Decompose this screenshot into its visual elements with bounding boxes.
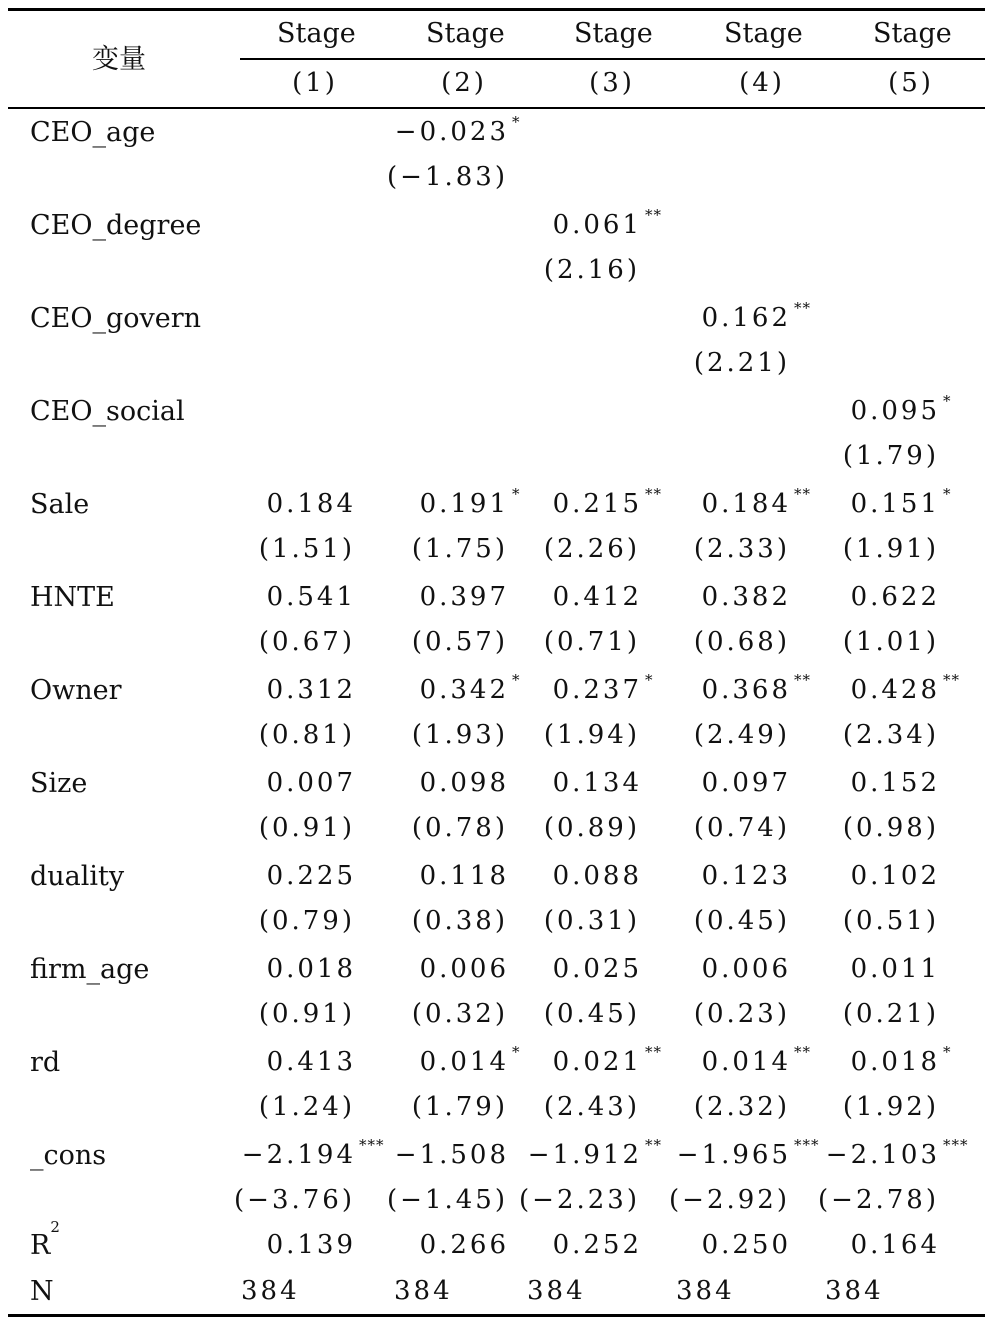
t-stat-cell: (0.98)	[842, 813, 939, 843]
column-number: (3)	[589, 68, 635, 98]
observations-label: N	[30, 1276, 54, 1307]
stage-header-label: Stage	[277, 18, 356, 49]
observations-value: 384	[241, 1276, 300, 1306]
t-stat-cell: (−2.23)	[519, 1185, 640, 1215]
t-stat-cell: (0.71)	[543, 627, 640, 657]
coefficient-cell: 0.162	[701, 303, 791, 333]
t-stat-cell: (1.79)	[842, 441, 939, 471]
column-number: (5)	[888, 68, 934, 98]
t-stat-cell: (1.51)	[258, 534, 355, 564]
coefficient-cell: 0.184	[701, 489, 791, 519]
t-stat-cell: (−1.45)	[387, 1185, 508, 1215]
stage-header-label: Stage	[426, 18, 505, 49]
significance-stars: **	[794, 671, 811, 689]
t-stat-cell: (0.81)	[258, 720, 355, 750]
coefficient-cell: 0.412	[552, 582, 642, 612]
significance-stars: *	[512, 485, 521, 503]
coefficient-cell: 0.118	[419, 861, 509, 891]
coefficient-cell: 0.123	[701, 861, 791, 891]
stage-header-label: Stage	[873, 18, 952, 49]
coefficient-cell: 0.018	[266, 954, 356, 984]
t-stat-cell: (1.91)	[842, 534, 939, 564]
coefficient-cell: −0.023	[394, 117, 509, 147]
t-stat-cell: (0.67)	[258, 627, 355, 657]
t-stat-cell: (0.23)	[693, 999, 790, 1029]
t-stat-cell: (0.74)	[693, 813, 790, 843]
coefficient-cell: −1.965	[676, 1140, 791, 1170]
variable-name: CEO_degree	[30, 210, 202, 241]
variable-name: Sale	[30, 489, 90, 520]
variable-name: duality	[30, 861, 125, 892]
t-stat-cell: (2.33)	[693, 534, 790, 564]
coefficient-cell: 0.215	[552, 489, 642, 519]
header-bottom-rule	[8, 107, 985, 109]
t-stat-cell: (2.49)	[693, 720, 790, 750]
t-stat-cell: (0.78)	[411, 813, 508, 843]
observations-value: 384	[825, 1276, 884, 1306]
coefficient-cell: −2.103	[825, 1140, 940, 1170]
column-number: (2)	[441, 68, 487, 98]
variable-name: CEO_social	[30, 396, 185, 427]
coefficient-cell: 0.184	[266, 489, 356, 519]
coefficient-cell: 0.097	[701, 768, 791, 798]
t-stat-cell: (0.57)	[411, 627, 508, 657]
coefficient-cell: 0.014	[419, 1047, 509, 1077]
t-stat-cell: (0.51)	[842, 906, 939, 936]
t-stat-cell: (−1.83)	[387, 162, 508, 192]
r-squared-value: 0.250	[701, 1230, 791, 1260]
t-stat-cell: (1.94)	[543, 720, 640, 750]
coefficient-cell: 0.095	[850, 396, 940, 426]
significance-stars: *	[512, 1043, 521, 1061]
significance-stars: *	[645, 671, 654, 689]
t-stat-cell: (0.32)	[411, 999, 508, 1029]
coefficient-cell: 0.134	[552, 768, 642, 798]
coefficient-cell: 0.014	[701, 1047, 791, 1077]
significance-stars: *	[512, 671, 521, 689]
variable-name: rd	[30, 1047, 61, 1078]
variable-name: Size	[30, 768, 88, 799]
coefficient-cell: 0.237	[552, 675, 642, 705]
coefficient-cell: 0.007	[266, 768, 356, 798]
t-stat-cell: (1.93)	[411, 720, 508, 750]
coefficient-cell: 0.225	[266, 861, 356, 891]
coefficient-cell: 0.413	[266, 1047, 356, 1077]
t-stat-cell: (0.89)	[543, 813, 640, 843]
significance-stars: **	[794, 485, 811, 503]
coefficient-cell: 0.191	[419, 489, 509, 519]
t-stat-cell: (0.91)	[258, 813, 355, 843]
t-stat-cell: (1.01)	[842, 627, 939, 657]
significance-stars: *	[943, 1043, 952, 1061]
significance-stars: ***	[943, 1136, 969, 1154]
observations-value: 384	[394, 1276, 453, 1306]
coefficient-cell: 0.018	[850, 1047, 940, 1077]
variable-name: firm_age	[30, 954, 150, 985]
significance-stars: **	[794, 299, 811, 317]
coefficient-cell: 0.011	[850, 954, 940, 984]
stage-header-label: Stage	[574, 18, 653, 49]
t-stat-cell: (0.45)	[693, 906, 790, 936]
coefficient-cell: 0.622	[850, 582, 940, 612]
variable-name: HNTE	[30, 582, 115, 613]
observations-value: 384	[676, 1276, 735, 1306]
variable-name: CEO_govern	[30, 303, 202, 334]
t-stat-cell: (−2.92)	[669, 1185, 790, 1215]
t-stat-cell: (1.92)	[842, 1092, 939, 1122]
t-stat-cell: (2.32)	[693, 1092, 790, 1122]
observations-value: 384	[527, 1276, 586, 1306]
r-squared-exponent: 2	[50, 1218, 60, 1236]
variable-header: 变量	[92, 44, 146, 75]
t-stat-cell: (0.38)	[411, 906, 508, 936]
variable-name: CEO_age	[30, 117, 156, 148]
variable-name: _cons	[30, 1140, 107, 1171]
coefficient-cell: 0.541	[266, 582, 356, 612]
significance-stars: *	[512, 113, 521, 131]
t-stat-cell: (0.68)	[693, 627, 790, 657]
r-squared-label	[30, 1218, 60, 1261]
significance-stars: ***	[359, 1136, 385, 1154]
significance-stars: **	[943, 671, 960, 689]
coefficient-cell: 0.312	[266, 675, 356, 705]
r-squared-value: 0.164	[850, 1230, 940, 1260]
coefficient-cell: 0.088	[552, 861, 642, 891]
significance-stars: **	[645, 485, 662, 503]
t-stat-cell: (0.31)	[543, 906, 640, 936]
significance-stars: **	[645, 1043, 662, 1061]
t-stat-cell: (0.91)	[258, 999, 355, 1029]
column-number: (4)	[739, 68, 785, 98]
coefficient-cell: 0.021	[552, 1047, 642, 1077]
t-stat-cell: (−3.76)	[234, 1185, 355, 1215]
coefficient-cell: 0.397	[419, 582, 509, 612]
column-number: (1)	[292, 68, 338, 98]
significance-stars: *	[943, 485, 952, 503]
t-stat-cell: (2.34)	[842, 720, 939, 750]
coefficient-cell: 0.342	[419, 675, 509, 705]
t-stat-cell: (−2.78)	[818, 1185, 939, 1215]
coefficient-cell: −1.508	[394, 1140, 509, 1170]
t-stat-cell: (0.21)	[842, 999, 939, 1029]
t-stat-cell: (1.75)	[411, 534, 508, 564]
coefficient-cell: 0.025	[552, 954, 642, 984]
coefficient-cell: 0.006	[419, 954, 509, 984]
coefficient-cell: 0.382	[701, 582, 791, 612]
significance-stars: *	[943, 392, 952, 410]
significance-stars: ***	[794, 1136, 820, 1154]
r-squared-value: 0.266	[419, 1230, 509, 1260]
significance-stars: **	[794, 1043, 811, 1061]
coefficient-cell: 0.102	[850, 861, 940, 891]
coefficient-cell: −1.912	[527, 1140, 642, 1170]
bottom-rule	[8, 1314, 985, 1317]
r-squared-value: 0.139	[266, 1230, 356, 1260]
t-stat-cell: (0.79)	[258, 906, 355, 936]
t-stat-cell: (1.79)	[411, 1092, 508, 1122]
coefficient-cell: 0.061	[552, 210, 642, 240]
variable-name: Owner	[30, 675, 122, 706]
t-stat-cell: (2.16)	[543, 255, 640, 285]
coefficient-cell: 0.006	[701, 954, 791, 984]
coefficient-cell: 0.151	[850, 489, 940, 519]
r-squared-letter: R	[30, 1230, 51, 1261]
header-mid-rule	[240, 58, 985, 60]
stage-header-label: Stage	[724, 18, 803, 49]
t-stat-cell: (0.45)	[543, 999, 640, 1029]
coefficient-cell: 0.368	[701, 675, 791, 705]
coefficient-cell: 0.152	[850, 768, 940, 798]
r-squared-value: 0.252	[552, 1230, 642, 1260]
significance-stars: **	[645, 206, 662, 224]
t-stat-cell: (2.43)	[543, 1092, 640, 1122]
significance-stars: **	[645, 1136, 662, 1154]
top-rule	[8, 8, 985, 11]
t-stat-cell: (2.21)	[693, 348, 790, 378]
coefficient-cell: −2.194	[241, 1140, 356, 1170]
t-stat-cell: (1.24)	[258, 1092, 355, 1122]
coefficient-cell: 0.098	[419, 768, 509, 798]
t-stat-cell: (2.26)	[543, 534, 640, 564]
coefficient-cell: 0.428	[850, 675, 940, 705]
